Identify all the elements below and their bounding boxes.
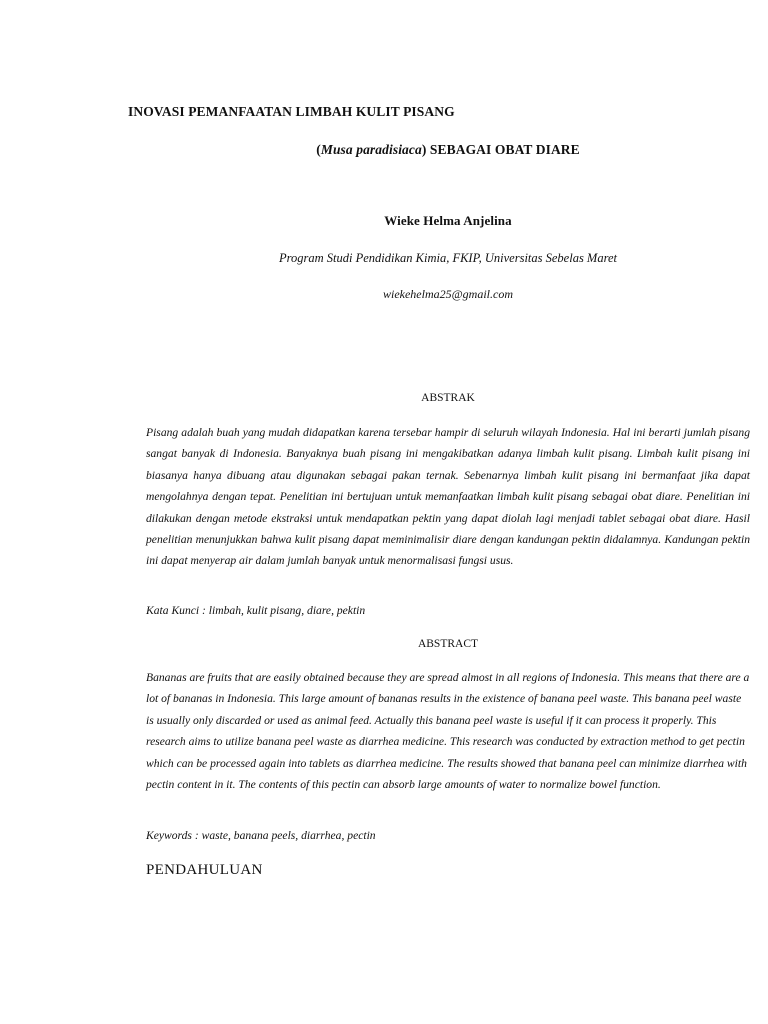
- paper-title-line-2: [0, 142, 768, 158]
- author-affiliation: Program Studi Pendidikan Kimia, FKIP, Universitas Sebelas Maret: [278, 251, 618, 265]
- abstrak-heading: ABSTRAK: [421, 392, 475, 404]
- paper-title-line-1: INOVASI PEMANFAATAN LIMBAH KULIT PISANG: [128, 104, 455, 119]
- species-name: Musa paradisiaca: [320, 142, 422, 157]
- author-email: wiekehelma25@gmail.com: [382, 287, 513, 301]
- kata-kunci: Kata Kunci : limbah, kulit pisang, diare, pektin: [146, 604, 366, 617]
- keywords: Keywords : waste, banana peels, diarrhea, pectin: [146, 829, 376, 842]
- abstract-body: Bananas are fruits that are easily obtained because they are spread almost in all regions of Indonesia. This means that there are a lot of bananas in Indonesia. This large amount of bananas results in the existence of banana peel waste. This banana peel waste is usually only discarded or used as animal feed. Actually this banana peel waste is useful if it can process it properly. This research aims to utilize banana peel waste as diarrhea medicine. This research was conducted by extraction method to get pectin which can be processed again into tablets as diarrhea medicine. The results showed that banana peel can minimize diarrhea with pectin content in it. The contents of this pectin can absorb large amounts of water to normalize bowel function.: [146, 671, 750, 792]
- abstrak-body: Pisang adalah buah yang mudah didapatkan karena tersebar hampir di seluruh wilayah Indonesia. Hal ini berarti jumlah pisang sangat banyak di Indonesia. Banyaknya buah pisang ini mengakibatkan adanya limbah kulit pisang. Limbah kulit pisang ini biasanya hanya dibuang atau digunakan sebagai pakan ternak. Sebenarnya limbah kulit pisang ini bermanfaat jika dapat mengolahnya dengan tepat. Penelitian ini bertujuan untuk memanfaatkan limbah kulit pisang sebagai obat diare. Penelitian ini dilakukan dengan metode ekstraksi untuk mendapatkan pektin yang dapat diolah lagi menjadi tablet sebagai obat diare. Hasil penelitian menunjukkan bahwa kulit pisang dapat meminimalisir diare dengan kandungan pektin didalamnya. Kandungan pektin ini dapat menyerap air dalam jumlah banyak untuk menormalisasi fungsi usus.: [146, 426, 750, 568]
- abstract-heading: ABSTRACT: [417, 638, 479, 650]
- author-name: Wieke Helma Anjelina: [384, 213, 512, 228]
- title-open-paren: (: [316, 142, 321, 157]
- title-rest: ) SEBAGAI OBAT DIARE: [421, 142, 580, 157]
- introduction-heading: PENDAHULUAN: [146, 862, 263, 878]
